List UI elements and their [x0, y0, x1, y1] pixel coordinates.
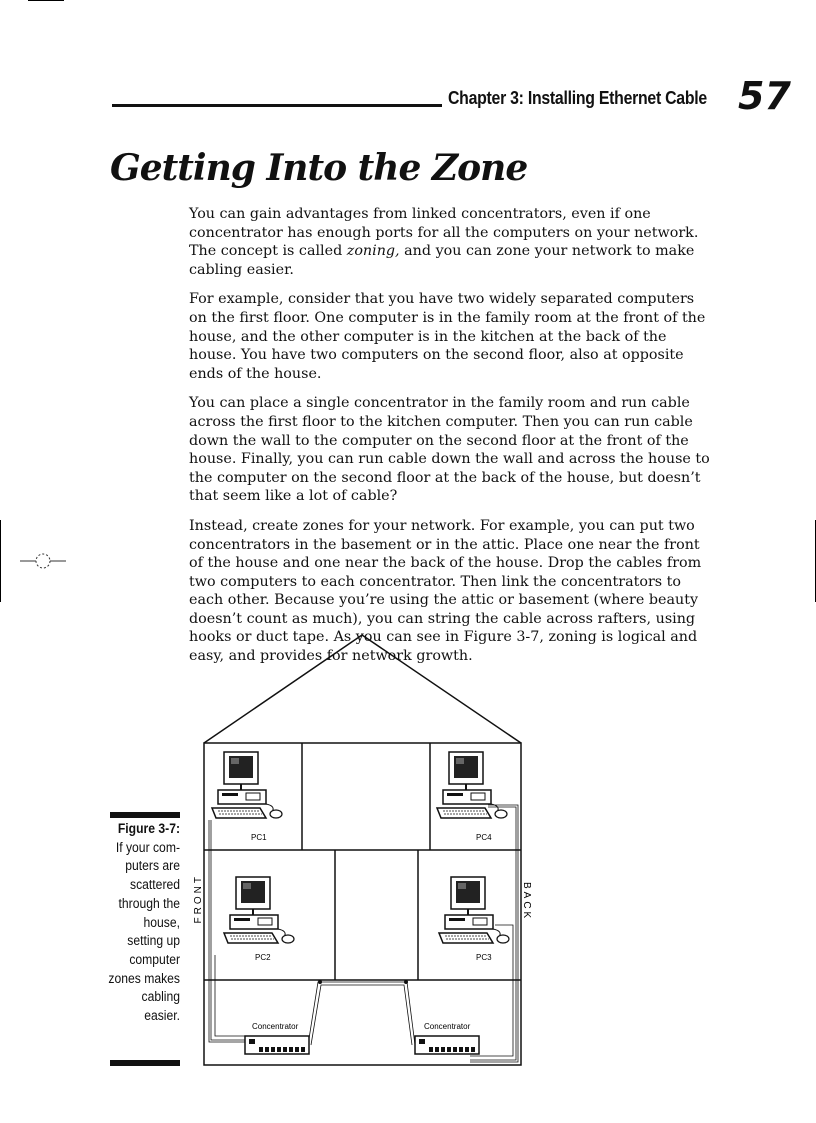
figure-caption [108, 812, 180, 1026]
concentrator-back-label: Concentrator [424, 1022, 471, 1031]
body-text [189, 205, 715, 677]
concentrator-back-icon [415, 1036, 479, 1054]
term-zoning: zoning, [346, 243, 400, 260]
registration-mark-icon [20, 548, 68, 576]
pc3-computer-icon [439, 877, 509, 943]
paragraph-3: You can place a single concentrator in the family room and run cable across the first floor to the kitchen computer. Then you can run cable down the wall to the computer on the second floor at the front of the house. Finally, you can run cable down the wall and across the house to the computer on the second floor at the back of the house, but doesn’t that seem like a lot of cable? [189, 395, 710, 505]
paragraph-1-start: You can gain advantages from linked concentrators, even if one concentrator has enough ports for all the computers on your network. The concept is called [189, 206, 699, 260]
pc1-computer-icon [212, 752, 282, 818]
back-label: BACK [521, 882, 532, 922]
house-zoning-diagram [185, 630, 545, 1070]
caption-text: If your computers are scattered through the house, setting up computer zones makes cabling easier. [108, 839, 180, 1024]
caption-bar-bottom [110, 1060, 180, 1066]
paragraph-2: For example, consider that you have two widely separated computers on the first floor. One computer is in the family room at the front of the house, and the other computer is in the kitchen at the back of the house. You have two computers on the second floor, also at opposite ends of the house. [189, 291, 706, 382]
concentrator-front-label: Concentrator [252, 1022, 299, 1031]
pc2-computer-icon [224, 877, 294, 943]
section-title: Getting Into the Zone [110, 147, 528, 189]
chapter-title: Chapter 3: Installing Ethernet Cable [448, 88, 707, 108]
pc1-label: PC1 [251, 833, 267, 842]
paragraph-4: Instead, create zones for your network. For example, you can put two concentrators in the basement or in the attic. Place one near the front of the house and one near the back of the house. Drop the cables from two computers to each concentrator. Then link the concentrators to each other. Because you’re using the attic or basement (where beauty doesn’t count as much), you can string the cable across rafters, using hooks or duct tape. As you can see in Figure 3-7, zoning is logical and easy, and provides for network growth. [189, 517, 702, 665]
pc4-label: PC4 [476, 833, 492, 842]
concentrator-front-icon [245, 1036, 309, 1054]
paragraph-1 [189, 205, 715, 279]
roof-line [204, 635, 521, 743]
pc2-label: PC2 [255, 953, 271, 962]
pc3-label: PC3 [476, 953, 492, 962]
header-rule [112, 104, 442, 107]
front-label: FRONT [193, 874, 204, 924]
paragraph-1-end: and you can zone your network to make cabling easier. [189, 243, 695, 278]
page-number: 57 [738, 74, 791, 118]
pc4-computer-icon [437, 752, 507, 818]
crop-mark-top [28, 0, 64, 1]
crop-mark-left [0, 520, 1, 602]
figure-label: Figure 3-7: [117, 821, 180, 836]
